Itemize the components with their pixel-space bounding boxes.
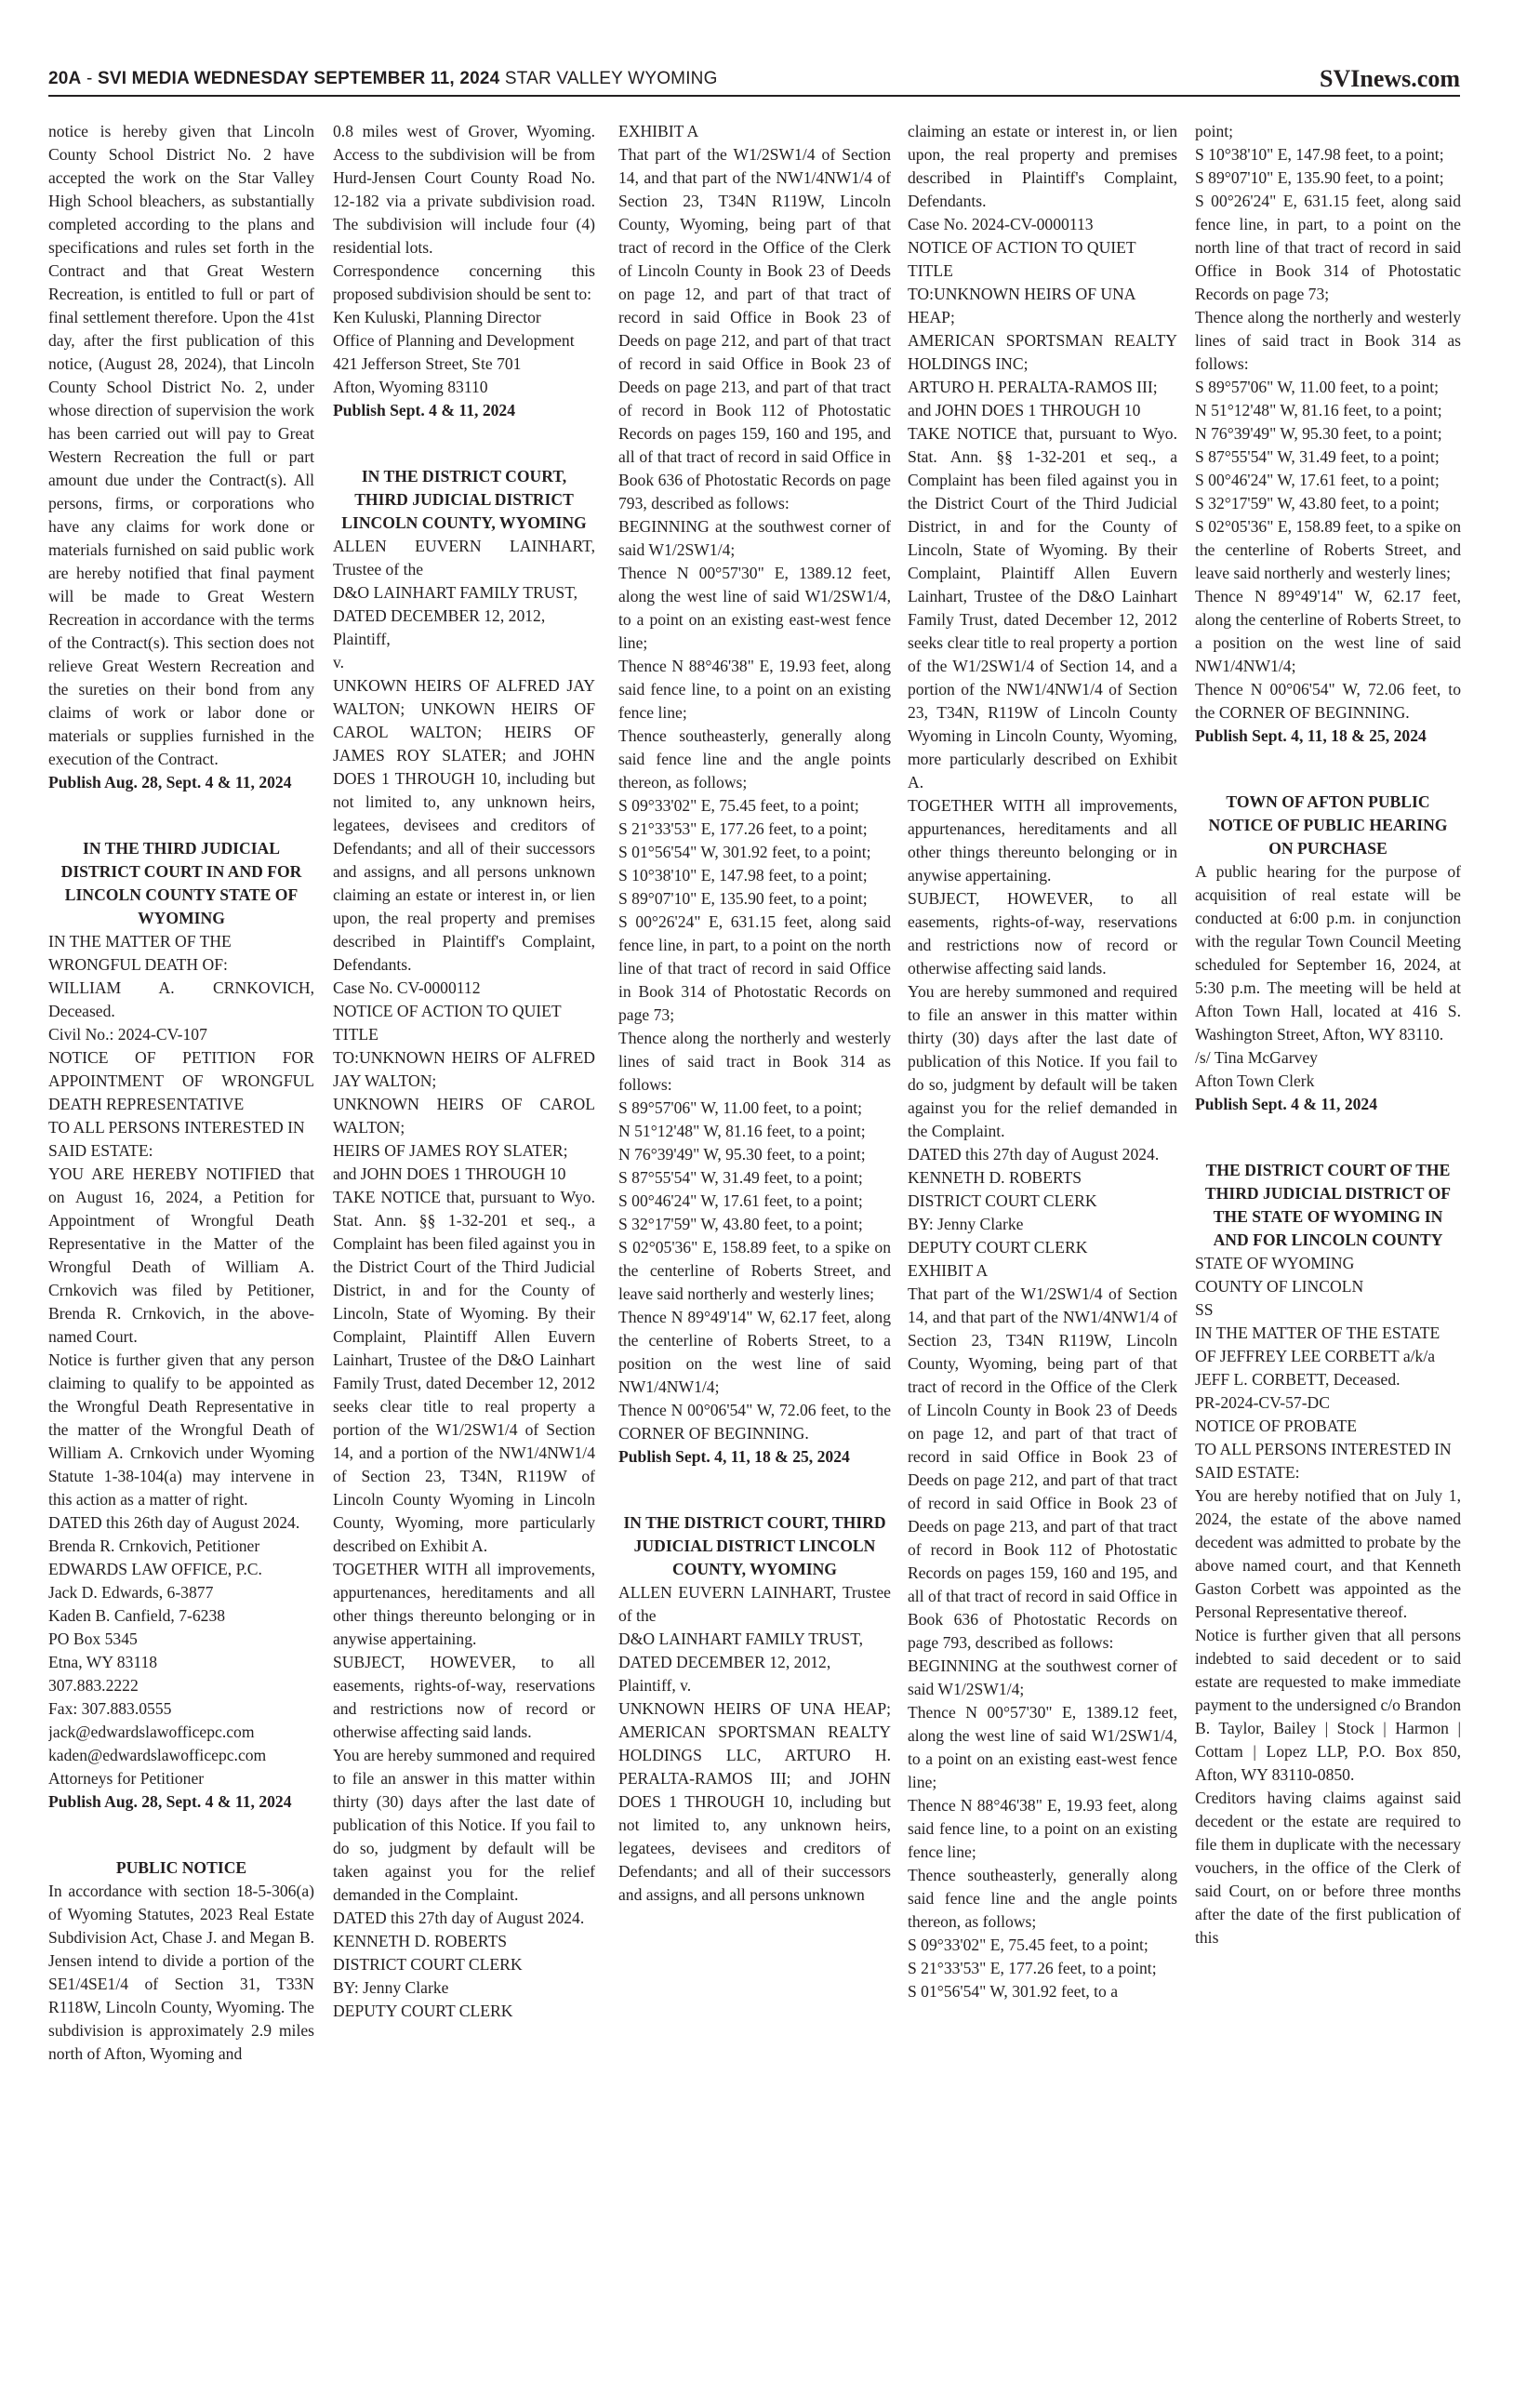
bearing-line: S 89°07'10" E, 135.90 feet, to a point; [1195, 168, 1444, 187]
signer-role: DISTRICT COURT CLERK [333, 1955, 523, 1974]
column-4 [908, 120, 1177, 2371]
notice-heading: TOWN OF AFTON PUBLIC NOTICE OF PUBLIC HEARING ON PURCHASE [1208, 792, 1448, 858]
signer-role: Attorneys for Petitioner [48, 1769, 205, 1788]
contact-office: Office of Planning and Development [333, 331, 575, 350]
bearing-line: S 00°46'24" W, 17.61 feet, to a point; [618, 1191, 863, 1210]
column-5 [1195, 120, 1461, 2371]
case-number: Case No. CV-0000112 [333, 978, 481, 997]
case-caption: IN THE MATTER OF THE ESTATE OF JEFFREY LEE CORBETT a/k/a JEFF L. CORBETT, Deceased. [1195, 1324, 1440, 1389]
bearing-line: S 09°33'02" E, 75.45 feet, to a point; [908, 1935, 1148, 1954]
bearing-line: S 00°26'24" E, 631.15 feet, along said fence line, in part, to a point on the north line of that tract of record in said Office in Book 314 of Photostatic Records on page 73; [618, 912, 891, 1024]
notice-gap [333, 422, 595, 465]
bearing-line: S 01°56'54" W, 301.92 feet, to a [908, 1982, 1119, 2001]
bearing-line: Thence N 00°06'54" W, 72.06 feet, to the CORNER OF BEGINNING. [618, 1401, 891, 1443]
signer: KENNETH D. ROBERTS [333, 1932, 508, 1950]
bearing-line: N 76°39'49" W, 95.30 feet, to a point; [618, 1145, 866, 1164]
fax: Fax: 307.883.0555 [48, 1699, 172, 1718]
notice-text: In accordance with section 18-5-306(a) of Wyoming Statutes, 2023 Real Estate Subdivision Act, Chase J. and Megan B. Jensen intend to divide a portion of the SE1/4SE1/4 of Section 31, T33N R118W, Lincoln County, Wyoming. The subdivision is approximately 2.9 miles north of Afton, Wyoming and [48, 1882, 314, 2063]
page-number: 20A [48, 69, 82, 88]
notice-heading: IN THE DISTRICT COURT, THIRD JUDICIAL DISTRICT LINCOLN COUNTY, WYOMING [623, 1513, 886, 1578]
notice-text: SUBJECT, HOWEVER, to all easements, rights-of-way, reservations and restrictions now of record or otherwise affecting said lands. [333, 1653, 595, 1741]
publish-line: Publish Aug. 28, Sept. 4 & 11, 2024 [48, 1792, 292, 1811]
notice-text: Notice is further given that any person claiming to qualify to be appointed as the Wrongful Death Representative in the matter of the Wrongful Death of William A. Crnkovich under Wyoming Statute 1-38-104(a) may intervene in this action as a matter of right. [48, 1350, 314, 1509]
case-number: PR-2024-CV-57-DC [1195, 1393, 1331, 1412]
notice-heading: PUBLIC NOTICE [115, 1858, 247, 1877]
notice-text: You are hereby summoned and required to file an answer in this matter within thirty (30) days after the last date of publication of this Notice. If you fail to do so, judgment by default will be taken against you for the relief demanded in the Complaint. [908, 982, 1177, 1140]
bearing-line: N 51°12'48" W, 81.16 feet, to a point; [618, 1122, 866, 1140]
signer-role: DISTRICT COURT CLERK [908, 1191, 1097, 1210]
notice-text: notice is hereby given that Lincoln County School District No. 2 have accepted the work on the Star Valley High School bleachers, as substantially completed according to the plans and specifications and rules set forth in the Contract and that Great Western Recreation, is entitled to full or part of final settlement therefore. Upon the 41st day, after the first publication of this notice, (August 28, 2024), that Lincoln County School District No. 2, under whose direction of supervision the work has been carried out will pay to Great Western Recreation the full or part amount due under the Contract(s). All persons, firms, or corporations who have any claims for work done or materials furnished on said public work are hereby notified that final payment will be made to Great Western Recreation in accordance with the terms of the Contract(s). This section does not relieve Great Western Recreation and the sureties on their bond from any claims of work or labor done or materials or supplies furnished in the execution of the Contract. [48, 122, 314, 768]
bearing-line: S 87°55'54" W, 31.49 feet, to a point; [1195, 447, 1440, 466]
publisher-name: SVI MEDIA [97, 69, 194, 88]
bearing-line: S 21°33'53" E, 177.26 feet, to a point; [908, 1959, 1157, 1977]
notice-gap [1195, 748, 1461, 791]
bearing-line: S 89°57'06" W, 11.00 feet, to a point; [1195, 378, 1440, 396]
bearing-line: S 21°33'53" E, 177.26 feet, to a point; [618, 819, 868, 838]
legal-description: Thence along the northerly and westerly lines of said tract in Book 314 as follows: [1195, 308, 1461, 373]
notice-title: NOTICE OF ACTION TO QUIET TITLE [333, 1002, 562, 1044]
bearing-line: S 32°17'59" W, 43.80 feet, to a point; [618, 1215, 863, 1233]
notice-text: TAKE NOTICE that, pursuant to Wyo. Stat. Ann. §§ 1-32-201 et seq., a Complaint has been filed against you in the District Court of the Third Judicial District, in and for the County of Lincoln, State of Wyoming. By their Complaint, Plaintiff Allen Euvern Lainhart, Trustee of the D&O Lainhart Family Trust, dated December 12, 2012 seeks clear title to real property a portion of the W1/2SW1/4 of Section 14, and a portion of the NW1/4NW1/4 of Section 23, T34N, R119W of Lincoln County Wyoming in Lincoln County, Wyoming, more particularly described on Exhibit A. [908, 424, 1177, 791]
notice-title: NOTICE OF PETITION FOR APPOINTMENT OF WRONGFUL DEATH REPRESENTATIVE [48, 1048, 314, 1113]
phone: 307.883.2222 [48, 1676, 139, 1695]
publish-line: Publish Aug. 28, Sept. 4 & 11, 2024 [48, 773, 292, 791]
legal-description: Thence southeasterly, generally along said fence line and the angle points thereon, as follows; [908, 1866, 1177, 1931]
publish-line: Publish Sept. 4, 11, 18 & 25, 2024 [1195, 726, 1427, 745]
folio-line [48, 69, 718, 89]
case-caption: IN THE MATTER OF THE WRONGFUL DEATH OF: [48, 932, 232, 974]
exhibit-title: EXHIBIT A [908, 1261, 989, 1280]
legal-description: Thence N 88°46'38" E, 19.93 feet, along said fence line, to a point on an existing fence line; [908, 1796, 1177, 1861]
case-number: Case No. 2024-CV-0000113 [908, 215, 1094, 233]
notice-text: YOU ARE HEREBY NOTIFIED that on August 16, 2024, a Petition for Appointment of Wrongful Death Representative in the Matter of the Wrongful Death of William A. Crnkovich was filed by Petitioner, Brenda R. Crnkovich, in the above-named Court. [48, 1164, 314, 1346]
bearing-line: S 10°38'10" E, 147.98 feet, to a point; [1195, 145, 1444, 164]
bearing-line: S 02°05'36" E, 158.89 feet, to a spike on the centerline of Roberts Street, and leave said northerly and westerly lines; [1195, 517, 1461, 582]
issue-date: WEDNESDAY SEPTEMBER 11, 2024 [193, 69, 505, 88]
notice-address: TO:UNKNOWN HEIRS OF UNA HEAP; [908, 285, 1135, 326]
case-caption: WILLIAM A. CRNKOVICH, Deceased. [48, 978, 314, 1020]
column-2 [333, 120, 595, 2371]
bearing-line: S 87°55'54" W, 31.49 feet, to a point; [618, 1168, 863, 1187]
notice-text: A public hearing for the purpose of acquisition of real estate will be conducted at 6:00 p.m. in conjunction with the regular Town Council Meeting scheduled for September 16, 2024, at 5:30 p.m. The meeting will be held at Afton Town Hall, located at 416 S. Washington Street, Afton, WY 83110. [1195, 862, 1461, 1044]
signer: BY: Jenny Clarke [333, 1978, 449, 1997]
folio-separator: - [81, 69, 98, 88]
issue-location: STAR VALLEY WYOMING [504, 69, 718, 88]
bearing-line: N 76°39'49" W, 95.30 feet, to a point; [1195, 424, 1442, 443]
case-caption: Plaintiff, v. [618, 1676, 692, 1695]
dated-line: DATED this 27th day of August 2024. [908, 1145, 1160, 1164]
bearing-line: N 51°12'48" W, 81.16 feet, to a point; [1195, 401, 1442, 419]
bearing-line: S 00°46'24" W, 17.61 feet, to a point; [1195, 471, 1440, 489]
notice-title: NOTICE OF PROBATE [1195, 1417, 1357, 1435]
notice-gap [1195, 1116, 1461, 1159]
bearing-line: S 89°57'06" W, 11.00 feet, to a point; [618, 1098, 863, 1117]
notice-heading: THE DISTRICT COURT OF THE THIRD JUDICIAL DISTRICT OF THE STATE OF WYOMING IN AND FOR LINCOLN COUNTY [1204, 1161, 1452, 1249]
notice-text: 0.8 miles west of Grover, Wyoming. Access to the subdivision will be from Hurd-Jensen Court County Road No. 12-182 via a private subdivision road. The subdivision will include four (4) residential lots. [333, 122, 595, 257]
email[interactable]: kaden@edwardslawofficepc.com [48, 1746, 267, 1764]
bearing-line: S 09°33'02" E, 75.45 feet, to a point; [618, 796, 859, 815]
address-line: Etna, WY 83118 [48, 1653, 158, 1671]
notice-address: and JOHN DOES 1 THROUGH 10 [333, 1164, 566, 1183]
site-name[interactable]: SVInews.com [1320, 65, 1460, 92]
publish-line: Publish Sept. 4, 11, 18 & 25, 2024 [618, 1447, 850, 1466]
attorney: Jack D. Edwards, 6-3877 [48, 1583, 214, 1602]
dated-line: DATED this 27th day of August 2024. [333, 1909, 585, 1927]
signer-role: Afton Town Clerk [1195, 1071, 1315, 1090]
notice-address: UNKNOWN HEIRS OF CAROL WALTON; [333, 1095, 595, 1137]
legal-description: Thence N 88°46'38" E, 19.93 feet, along said fence line, to a point on an existing fence line; [618, 657, 891, 722]
bearing-line: S 10°38'10" E, 147.98 feet, to a point; [618, 866, 868, 885]
notice-gap [48, 1814, 314, 1856]
bearing-line: Thence N 89°49'14" W, 62.17 feet, along the centerline of Roberts Street, to a position on the west line of said NW1/4NW1/4; [618, 1308, 891, 1396]
bearing-line: S 01°56'54" W, 301.92 feet, to a point; [618, 843, 871, 861]
notice-text: Correspondence concerning this proposed subdivision should be sent to: [333, 261, 595, 303]
case-number: Civil No.: 2024-CV-107 [48, 1025, 207, 1044]
notice-address: and JOHN DOES 1 THROUGH 10 [908, 401, 1141, 419]
signer: BY: Jenny Clarke [908, 1215, 1024, 1233]
case-caption: v. [333, 653, 345, 672]
legal-description: BEGINNING at the southwest corner of said W1/2SW1/4; [908, 1656, 1177, 1698]
case-caption: UNKNOWN HEIRS OF UNA HEAP; AMERICAN SPORTSMAN REALTY HOLDINGS LLC, ARTURO H. PERALTA-RAMOS III; and JOHN DOES 1 THROUGH 10, including but not limited to, any unknown heirs, legatees, devisees and creditors of Defendants; and all of their successors and assigns, and all persons unknown [618, 1699, 891, 1904]
contact-name: Ken Kuluski, Planning Director [333, 308, 541, 326]
notice-text: You are hereby notified that on July 1, 2024, the estate of the above named decedent was admitted to probate by the above named court, and that Kenneth Gaston Corbett was appointed as the Personal Representative thereof. [1195, 1486, 1461, 1621]
notice-text: That part of the W1/2SW1/4 of Section 14, and that part of the NW1/4NW1/4 of Section 23, T34N R119W, Lincoln County, Wyoming, being part of that tract of record in the Office of the Clerk of Lincoln County in Book 23 of Deeds on page 12, and part of that tract of record in said Office in Book 23 of Deeds on page 212, and part of that tract of record in said Office in Book 23 of Deeds on page 213, and part of that tract of record in Book 112 of Photostatic Records on pages 159, 160 and 195, and all of that tract of record in said Office in Book 636 of Photostatic Records on page 793, described as follows: [618, 145, 891, 512]
notice-heading: IN THE DISTRICT COURT, THIRD JUDICIAL DISTRICT LINCOLN COUNTY, WYOMING [341, 467, 587, 532]
page-header [48, 65, 1460, 93]
bearing-line: Thence N 00°06'54" W, 72.06 feet, to the CORNER OF BEGINNING. [1195, 680, 1461, 722]
notice-text: Notice is further given that all persons indebted to said decedent or to said estate are requested to make immediate payment to the undersigned c/o Brandon B. Taylor, Bailey | Stock | Harmon | Cottam | Lopez LLP, P.O. Box 850, Afton, WY 83110-0850. [1195, 1626, 1461, 1784]
case-caption: Plaintiff, [333, 630, 391, 648]
notice-address: TO ALL PERSONS INTERESTED IN SAID ESTATE: [1195, 1440, 1452, 1482]
notice-title: NOTICE OF ACTION TO QUIET TITLE [908, 238, 1136, 280]
attorney: Kaden B. Canfield, 7-6238 [48, 1606, 226, 1625]
notice-text: TOGETHER WITH all improvements, appurtenances, hereditaments and all other things thereunto belonging or in anywise appertaining. [908, 796, 1177, 885]
case-caption: ALLEN EUVERN LAINHART, Trustee of the [333, 537, 595, 579]
publish-line: Publish Sept. 4 & 11, 2024 [333, 401, 516, 419]
case-caption: D&O LAINHART FAMILY TRUST, DATED DECEMBER 12, 2012, [618, 1629, 864, 1671]
firm-name: EDWARDS LAW OFFICE, P.C. [48, 1560, 262, 1578]
notice-gap [48, 794, 314, 837]
notice-text: TOGETHER WITH all improvements, appurtenances, hereditaments and all other things thereunto belonging or in anywise appertaining. [333, 1560, 595, 1648]
case-caption: D&O LAINHART FAMILY TRUST, DATED DECEMBER 12, 2012, [333, 583, 578, 625]
bearing-line: S 00°26'24" E, 631.15 feet, along said fence line, in part, to a point on the north line of that tract of record in said Office in Book 314 of Photostatic Records on page 73; [1195, 192, 1461, 303]
notice-text: SUBJECT, HOWEVER, to all easements, rights-of-way, reservations and restrictions now of record or otherwise affecting said lands. [908, 889, 1177, 978]
bearing-line: point; [1195, 122, 1234, 140]
case-caption: ALLEN EUVERN LAINHART, Trustee of the [618, 1583, 891, 1625]
address-line: Afton, Wyoming 83110 [333, 378, 488, 396]
notice-address: ARTURO H. PERALTA-RAMOS III; [908, 378, 1158, 396]
legal-description: Thence along the northerly and westerly lines of said tract in Book 314 as follows: [618, 1029, 891, 1094]
bearing-line: S 32°17'59" W, 43.80 feet, to a point; [1195, 494, 1440, 512]
publish-line: Publish Sept. 4 & 11, 2024 [1195, 1095, 1378, 1113]
notice-address: HEIRS OF JAMES ROY SLATER; [333, 1141, 568, 1160]
case-caption: SS [1195, 1300, 1214, 1319]
case-caption: claiming an estate or interest in, or lien upon, the real property and premises described in Plaintiff's Complaint, Defendants. [908, 122, 1177, 210]
notice-address: TO ALL PERSONS INTERESTED IN SAID ESTATE: [48, 1118, 305, 1160]
notice-text: Creditors having claims against said decedent or the estate are required to file them in duplicate with the necessary vouchers, in the office of the Clerk of said Court, on or before three months after the date of the first publication of this [1195, 1789, 1461, 1947]
case-caption: STATE OF WYOMING [1195, 1254, 1355, 1272]
legal-description: BEGINNING at the southwest corner of said W1/2SW1/4; [618, 517, 891, 559]
legal-description: Thence N 00°57'30" E, 1389.12 feet, along the west line of said W1/2SW1/4, to a point on an existing east-west fence line; [618, 564, 891, 652]
address-line: PO Box 5345 [48, 1629, 138, 1648]
bearing-line: S 02°05'36" E, 158.89 feet, to a spike on the centerline of Roberts Street, and leave said northerly and westerly lines; [618, 1238, 891, 1303]
header-divider [48, 95, 1460, 97]
signer-role: DEPUTY COURT CLERK [908, 1238, 1088, 1257]
legal-description: Thence N 00°57'30" E, 1389.12 feet, along the west line of said W1/2SW1/4, to a point on an existing east-west fence line; [908, 1703, 1177, 1791]
notice-address: AMERICAN SPORTSMAN REALTY HOLDINGS INC; [908, 331, 1177, 373]
signer: /s/ Tina McGarvey [1195, 1048, 1318, 1067]
notice-text: That part of the W1/2SW1/4 of Section 14, and that part of the NW1/4NW1/4 of Section 23, T34N R119W, Lincoln County, Wyoming, being part of that tract of record in the Office of the Clerk of Lincoln County in Book 23 of Deeds on page 12, and part of that tract of record in said Office in Book 23 of Deeds on page 212, and part of that tract of record in said Office in Book 23 of Deeds on page 213, and part of that tract of record in Book 112 of Photostatic Records on pages 159, 160 and 195, and all of that tract of record in said Office in Book 636 of Photostatic Records on page 793, described as follows: [908, 1284, 1177, 1652]
signer: KENNETH D. ROBERTS [908, 1168, 1082, 1187]
bearing-line: Thence N 89°49'14" W, 62.17 feet, along the centerline of Roberts Street, to a position on the west line of said NW1/4NW1/4; [1195, 587, 1461, 675]
email[interactable]: jack@edwardslawofficepc.com [48, 1723, 255, 1741]
notice-address: TO:UNKNOWN HEIRS OF ALFRED JAY WALTON; [333, 1048, 595, 1090]
case-caption: UNKOWN HEIRS OF ALFRED JAY WALTON; UNKOWN HEIRS OF CAROL WALTON; HEIRS OF JAMES ROY SLATER; and JOHN DOES 1 THROUGH 10, including but not limited to, any unknown heirs, legatees, devisees and creditors of Defendants; and all of their successors and assigns, and all persons unknown claiming an estate or interest in, or lien upon, the real property and premises described in Plaintiff's Complaint, Defendants. [333, 676, 595, 974]
case-caption: COUNTY OF LINCOLN [1195, 1277, 1364, 1296]
dated-line: DATED this 26th day of August 2024. [48, 1513, 300, 1532]
legal-description: Thence southeasterly, generally along said fence line and the angle points thereon, as follows; [618, 726, 891, 791]
column-3 [618, 120, 891, 2371]
column-1 [48, 120, 314, 2371]
notice-text: You are hereby summoned and required to file an answer in this matter within thirty (30) days after the last date of publication of this Notice. If you fail to do so, judgment by default will be taken against you for the relief demanded in the Complaint. [333, 1746, 595, 1904]
address-line: 421 Jefferson Street, Ste 701 [333, 354, 522, 373]
signer-role: DEPUTY COURT CLERK [333, 2002, 513, 2020]
notice-text: TAKE NOTICE that, pursuant to Wyo. Stat. Ann. §§ 1-32-201 et seq., a Complaint has been filed against you in the District Court of the Third Judicial District, in and for the County of Lincoln, State of Wyoming. By their Complaint, Plaintiff Allen Euvern Lainhart, Trustee of the D&O Lainhart Family Trust, dated December 12, 2012 seeks clear title to real property a portion of the W1/2SW1/4 of Section 14, and a portion of the NW1/4NW1/4 of Section 23, T34N, R119W of Lincoln County Wyoming in Lincoln County, Wyoming, more particularly described on Exhibit A. [333, 1188, 595, 1555]
notice-gap [618, 1469, 891, 1511]
notice-heading: IN THE THIRD JUDICIAL DISTRICT COURT IN AND FOR LINCOLN COUNTY STATE OF WYOMING [60, 839, 302, 927]
exhibit-title: EXHIBIT A [618, 122, 699, 140]
signer: Brenda R. Crnkovich, Petitioner [48, 1536, 260, 1555]
bearing-line: S 89°07'10" E, 135.90 feet, to a point; [618, 889, 868, 908]
